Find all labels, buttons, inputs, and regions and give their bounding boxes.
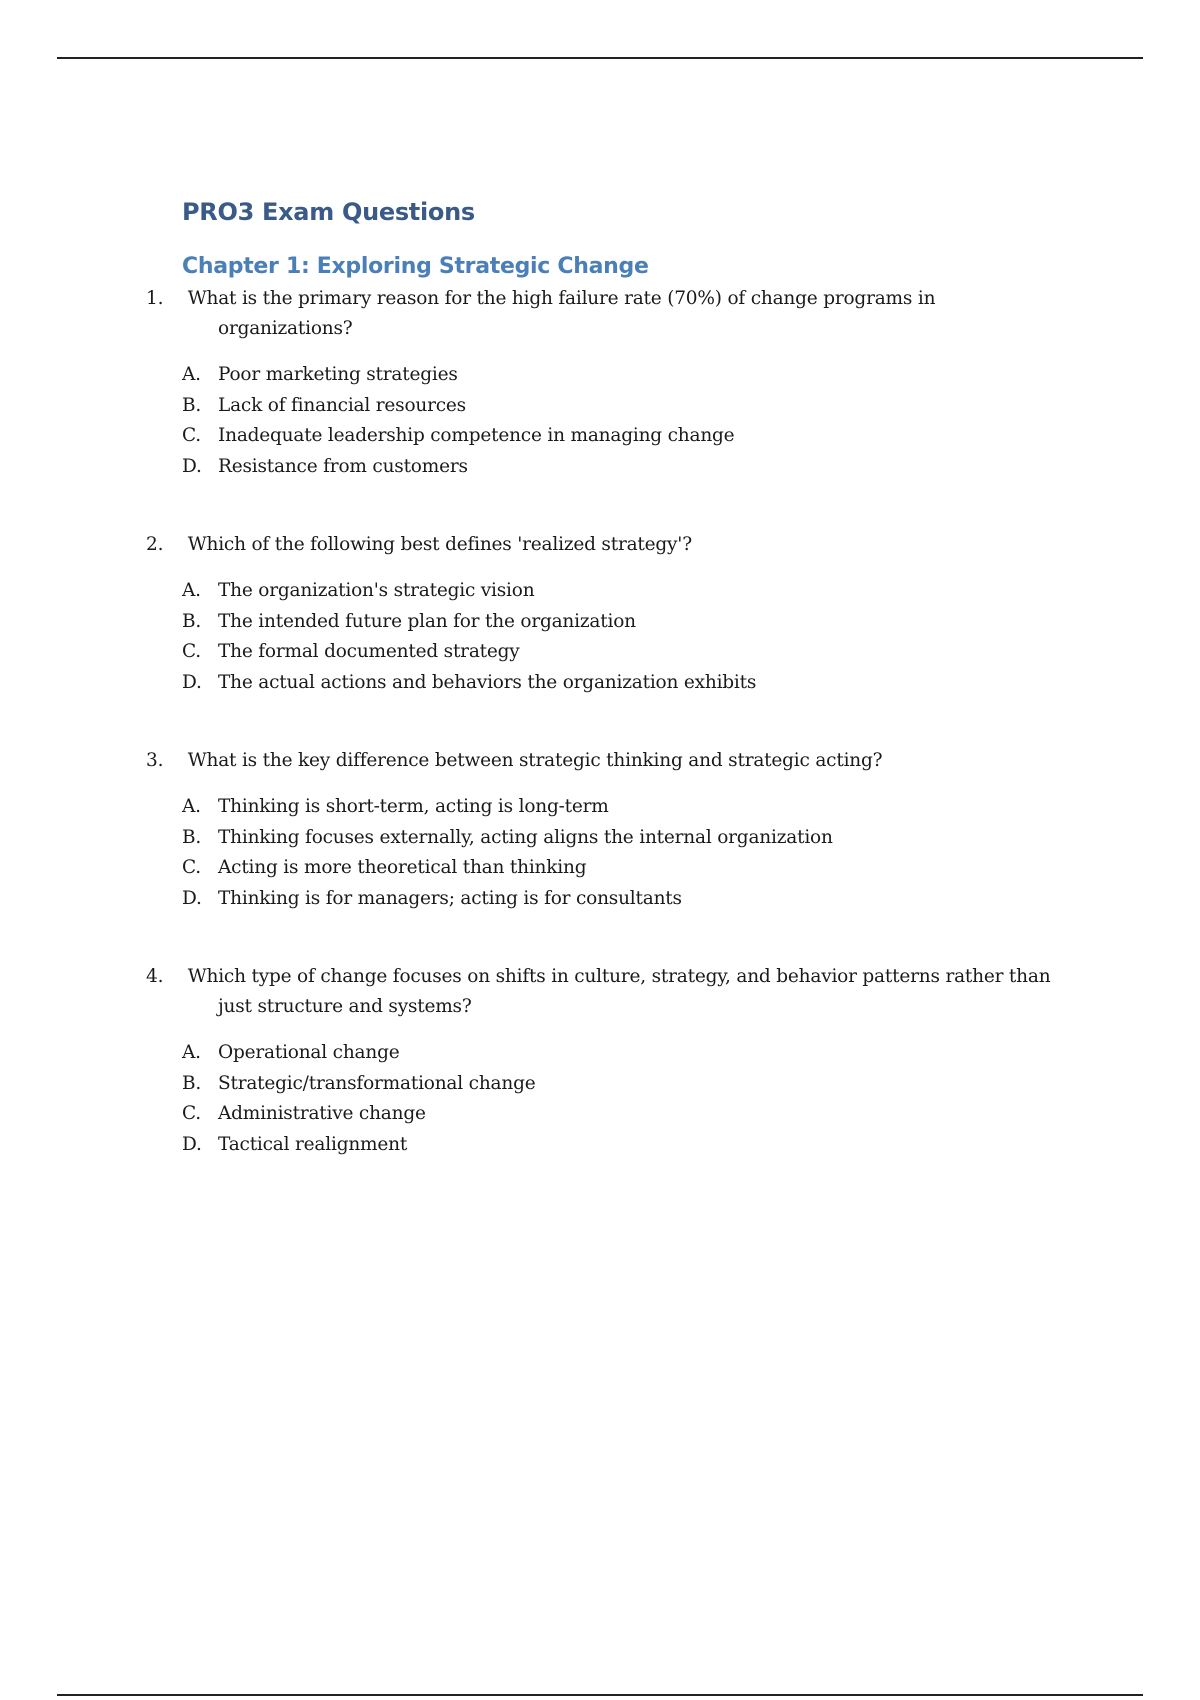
option-letter: A. [182, 364, 201, 385]
spacer [182, 482, 1062, 530]
option-text: The actual actions and behaviors the organization exhibits [218, 671, 757, 693]
option-letter: C. [182, 425, 201, 446]
option-letter: B. [182, 610, 202, 632]
option-letter: C. [182, 1103, 201, 1124]
option-d [182, 1130, 1062, 1161]
chapter-heading: Chapter 1: Exploring Strategic Change [182, 254, 649, 279]
option-text: Resistance from customers [218, 455, 468, 477]
option-a [182, 792, 1062, 823]
question-2 [146, 530, 1062, 698]
question-stem: 2. Which of the following best defines 'realized strategy'? [146, 534, 692, 555]
question-text: What is the primary reason for the high failure rate (70%) of change programs in organizations? [187, 288, 936, 339]
option-d [182, 452, 1062, 483]
option-text: Inadequate leadership competence in managing change [218, 425, 735, 446]
option-letter: A. [182, 580, 201, 601]
option-d [182, 884, 1062, 915]
option-letter: B. [182, 394, 202, 416]
option-text: Strategic/transformational change [218, 1072, 536, 1094]
option-c [182, 1099, 1062, 1130]
options-list [182, 792, 1062, 914]
option-text: Operational change [218, 1042, 400, 1063]
option-c [182, 421, 1062, 452]
option-letter: C. [182, 641, 201, 662]
question-stem: 3. What is the key difference between strategic thinking and strategic acting? [146, 750, 883, 771]
document-body [146, 192, 1062, 1160]
question-stem: 4. Which type of change focuses on shifts in culture, strategy, and behavior patterns rather than just structure and systems? [146, 966, 1051, 1017]
option-b [182, 1069, 1062, 1100]
option-c [182, 637, 1062, 668]
option-text: Poor marketing strategies [218, 364, 458, 385]
question-1 [146, 284, 1062, 482]
option-text: The organization's strategic vision [218, 580, 535, 601]
option-text: Thinking is short-term, acting is long-term [218, 796, 609, 817]
document-title: PRO3 Exam Questions [182, 198, 475, 226]
option-letter: D. [182, 1133, 202, 1155]
options-list [182, 360, 1062, 482]
option-d [182, 668, 1062, 699]
option-a [182, 1038, 1062, 1069]
option-text: The intended future plan for the organization [218, 610, 636, 632]
option-text: Thinking focuses externally, acting aligns the internal organization [218, 826, 833, 848]
option-text: Lack of financial resources [218, 394, 466, 416]
option-a [182, 360, 1062, 391]
option-letter: B. [182, 1072, 202, 1094]
question-4 [146, 962, 1062, 1160]
option-letter: C. [182, 857, 201, 878]
option-text: The formal documented strategy [218, 641, 520, 662]
spacer [182, 698, 1062, 746]
option-b [182, 391, 1062, 422]
spacer [182, 914, 1062, 962]
option-b [182, 823, 1062, 854]
option-b [182, 607, 1062, 638]
footer-rule [57, 1694, 1143, 1696]
option-letter: D. [182, 887, 202, 909]
options-list [182, 576, 1062, 698]
option-letter: D. [182, 455, 202, 477]
options-list [182, 1038, 1062, 1160]
option-text: Thinking is for managers; acting is for consultants [218, 887, 682, 909]
header-rule [57, 57, 1143, 59]
option-a [182, 576, 1062, 607]
question-3 [146, 746, 1062, 914]
question-text: Which of the following best defines 'realized strategy'? [187, 534, 692, 555]
option-letter: D. [182, 671, 202, 693]
option-letter: A. [182, 1042, 201, 1063]
option-text: Administrative change [218, 1103, 426, 1124]
option-letter: B. [182, 826, 202, 848]
question-stem: 1. What is the primary reason for the high failure rate (70%) of change programs in organizations? [146, 288, 936, 339]
option-text: Tactical realignment [218, 1133, 408, 1155]
option-text: Acting is more theoretical than thinking [218, 857, 587, 878]
option-letter: A. [182, 796, 201, 817]
question-text: What is the key difference between strategic thinking and strategic acting? [187, 750, 883, 771]
question-text: Which type of change focuses on shifts in culture, strategy, and behavior patterns rather than just structure and systems? [187, 966, 1051, 1017]
option-c [182, 853, 1062, 884]
